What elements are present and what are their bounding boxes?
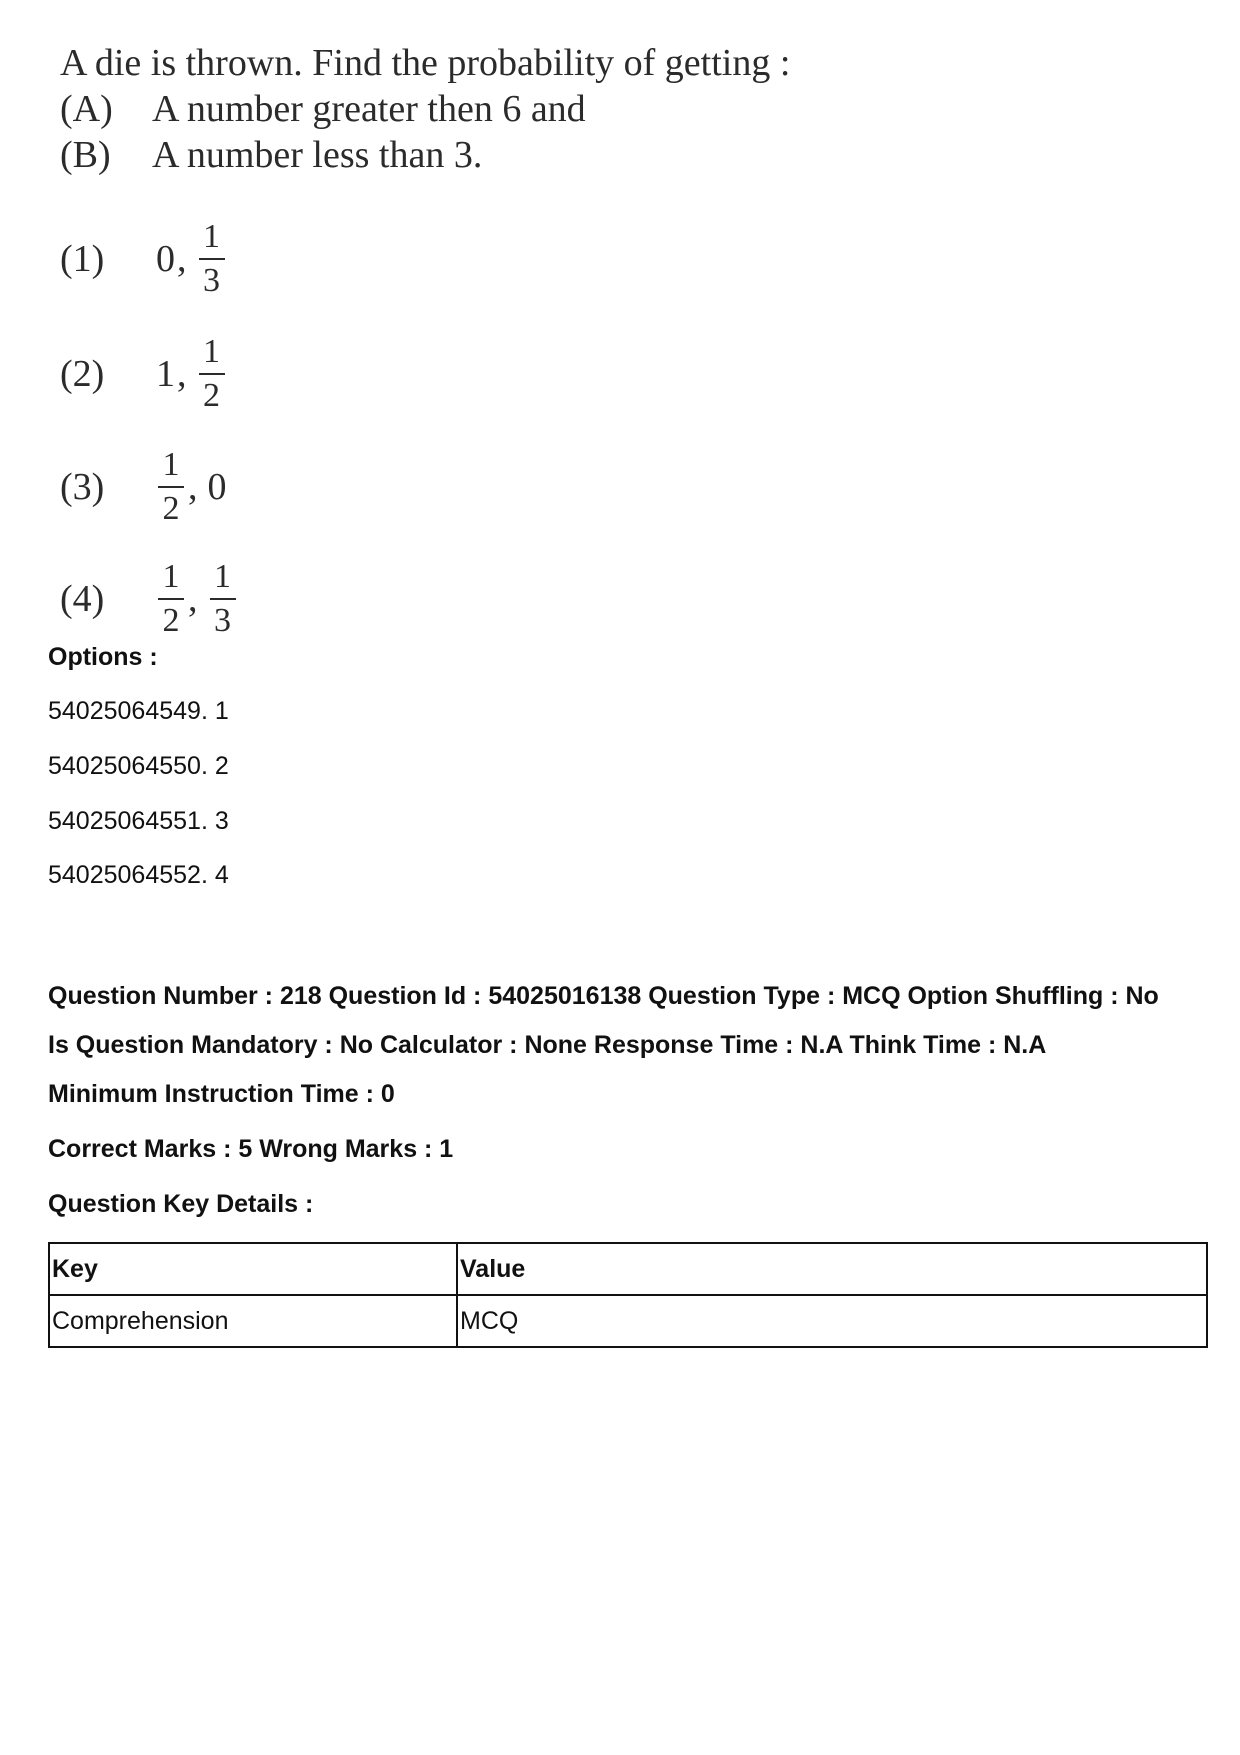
part-tag: (B) [60, 134, 111, 176]
option-item: 54025064550. 2 [48, 752, 229, 780]
part-text: A number less than 3. [152, 134, 483, 176]
question-meta-line: Minimum Instruction Time : 0 [48, 1080, 395, 1108]
option-item: 54025064552. 4 [48, 861, 229, 889]
fraction-bar [158, 486, 184, 488]
question-stem: A die is thrown. Find the probability of getting : [60, 42, 791, 84]
alternative-2 [60, 335, 227, 413]
alternative-3 [60, 448, 227, 526]
fraction-bar [158, 598, 184, 600]
part-text: A number greater then 6 and [152, 88, 586, 130]
question-part-a [60, 86, 960, 132]
fraction [199, 335, 225, 413]
table-row [49, 1295, 1207, 1347]
alternative-4 [60, 560, 238, 638]
fraction-bar [199, 258, 225, 260]
alternative-value: 0 [207, 466, 227, 508]
table-header-value: Value [457, 1243, 1207, 1295]
marks-line: Correct Marks : 5 Wrong Marks : 1 [48, 1135, 454, 1163]
question-meta-line: Is Question Mandatory : No Calculator : None Response Time : N.A Think Time : N.A [48, 1031, 1047, 1059]
question-part-b [60, 132, 960, 178]
alternative-number: (2) [60, 353, 105, 395]
fraction-bar [210, 598, 236, 600]
part-tag: (A) [60, 88, 113, 130]
comma: , [188, 466, 198, 508]
option-item: 54025064549. 1 [48, 697, 229, 725]
fraction [199, 220, 225, 298]
denominator: 2 [162, 490, 180, 527]
options-label: Options : [48, 643, 158, 671]
comma: , [188, 578, 198, 620]
fraction [210, 560, 236, 638]
question-meta-line: Question Number : 218 Question Id : 54025016138 Question Type : MCQ Option Shuffling : No [48, 982, 1159, 1010]
table-cell-key: Comprehension [49, 1295, 457, 1347]
denominator: 3 [203, 262, 220, 299]
alternative-1 [60, 220, 227, 298]
denominator: 3 [214, 602, 231, 639]
table-header-row [49, 1243, 1207, 1295]
denominator: 2 [162, 602, 180, 639]
numerator: 1 [203, 218, 220, 255]
comma: , [177, 353, 187, 395]
key-details-table [48, 1242, 1208, 1348]
fraction [158, 560, 184, 638]
option-item: 54025064551. 3 [48, 807, 229, 835]
numerator: 1 [162, 558, 180, 595]
question-image [60, 30, 960, 639]
alternative-number: (4) [60, 578, 105, 620]
denominator: 2 [203, 377, 220, 414]
table-header-key: Key [49, 1243, 457, 1295]
fraction-bar [199, 373, 225, 375]
fraction [158, 448, 184, 526]
alternative-number: (1) [60, 238, 105, 280]
comma: , [177, 238, 187, 280]
alternative-number: (3) [60, 466, 105, 508]
alternative-value: 1 [156, 353, 175, 395]
numerator: 1 [162, 446, 180, 483]
key-details-label: Question Key Details : [48, 1190, 314, 1218]
numerator: 1 [214, 558, 231, 595]
table-cell-value: MCQ [457, 1295, 1207, 1347]
alternative-value: 0 [156, 238, 175, 280]
numerator: 1 [203, 333, 220, 370]
